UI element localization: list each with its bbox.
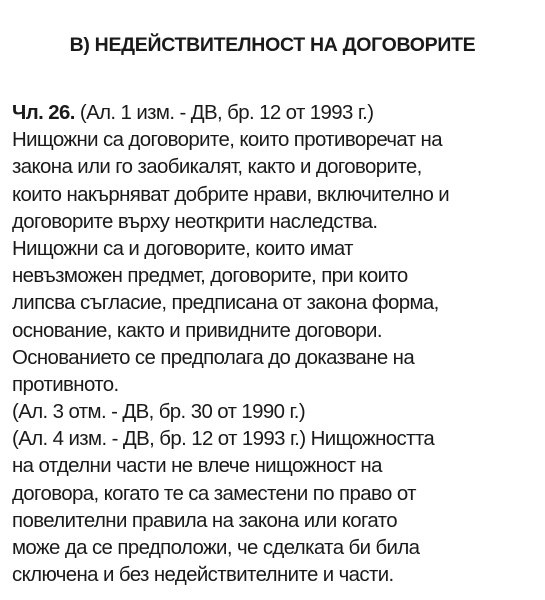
text-line: основание, както и привидните договори.: [12, 319, 382, 342]
text-line: които накърняват добрите нрави, включително и: [12, 183, 450, 206]
text-line: договорите върху неоткрити наследства.: [12, 210, 378, 233]
text-line: закона или го заобикалят, както и договорите,: [12, 156, 422, 179]
text-line: Нищожни са и договорите, които имат: [12, 237, 353, 260]
text-line: (Ал. 4 изм. - ДВ, бр. 12 от 1993 г.) Нищожността: [12, 428, 435, 451]
amendment-note-al-1: (Ал. 1 изм. - ДВ, бр. 12 от 1993 г.): [74, 102, 374, 124]
text-line: липсва съгласие, предписана от закона форма,: [12, 292, 439, 315]
text-line: може да се предположи, че сделката би била: [12, 537, 420, 559]
section-heading: В) НЕДЕЙСТВИТЕЛНОСТ НА ДОГОВОРИТЕ: [69, 34, 476, 56]
text-line: повелителни правила на закона или когато: [12, 509, 397, 532]
text-line: невъзможен предмет, договорите, при които: [12, 265, 408, 288]
text-line: противното.: [12, 373, 119, 396]
text-line: Основанието се предполага до доказване на: [12, 346, 415, 369]
text-line: сключена и без недействителните и части.: [12, 564, 394, 587]
article-first-line: [12, 100, 542, 127]
text-line: (Ал. 3 отм. - ДВ, бр. 30 от 1990 г.): [12, 401, 306, 424]
text-line: Нищожни са договорите, които противоречат на: [12, 129, 442, 152]
article-26: [12, 100, 542, 589]
article-number: Чл. 26.: [12, 102, 75, 124]
text-line: договора, когато те са заместени по право от: [12, 482, 416, 505]
text-line: на отделни части не влече нищожност на: [12, 455, 382, 478]
